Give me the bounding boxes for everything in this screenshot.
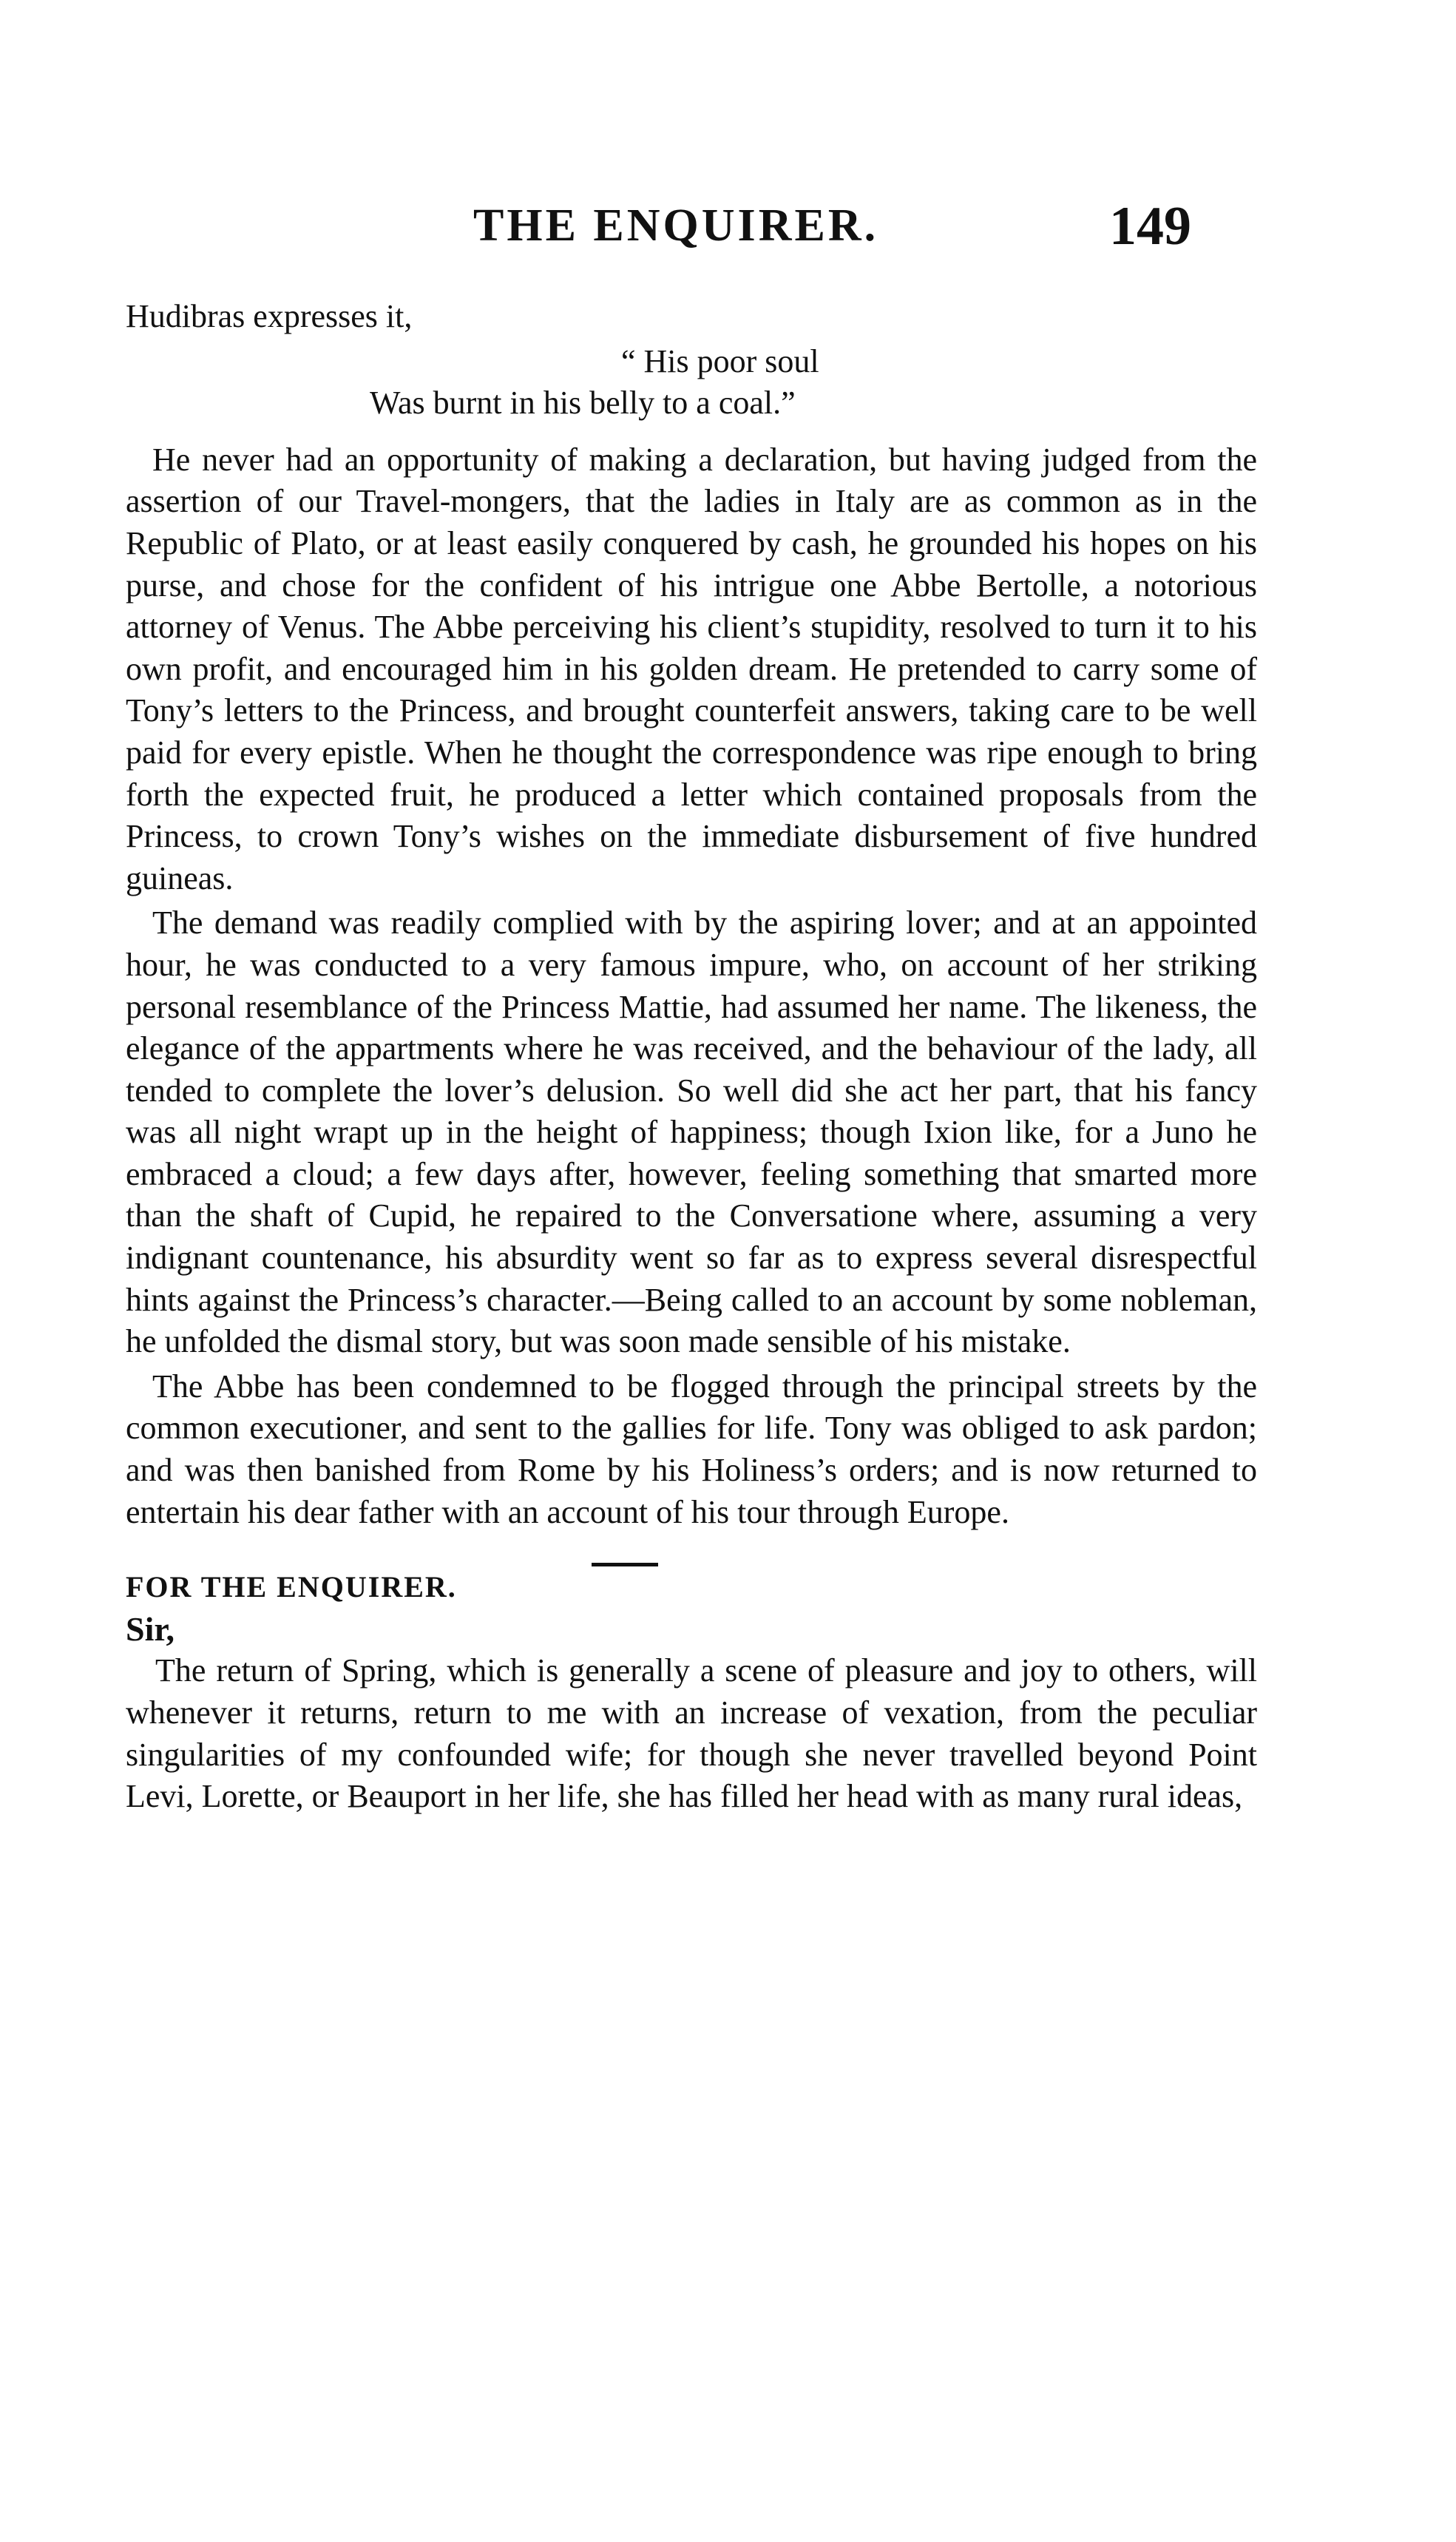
letter-body-paragraph: The return of Spring, which is generally a scene of pleasure and joy to others, will whenever it returns, return to me with an increase of vexation, from the peculiar singularities of my confounded wife; for though she never travelled beyond Point Levi, Lorette, or Beauport in her life, she has filled her head with as many rural ideas, bbox=[126, 1652, 1257, 1815]
text-block bbox=[126, 296, 1257, 1818]
verse-line-1: “ His poor soul bbox=[621, 342, 819, 379]
intro-line: Hudibras expresses it, bbox=[126, 298, 413, 334]
letter-salutation: Sir, bbox=[126, 1609, 175, 1648]
page-number: 149 bbox=[1109, 196, 1191, 257]
paragraph-demand: The demand was readily complied with by the aspiring lover; and at an appointed hour, he was conducted to a very famous impure, who, on account of her striking personal resemblance of the Princess Mattie, had assumed her name. The likeness, the elegance of the appartments where he was received, and the behaviour of the lady, all tended to complete the lover’s delusion. So well did she act her part, that his fancy was all night wrapt up in the height of happiness; though Ixion like, for a Juno he embraced a cloud; a few days after, however, feeling something that smarted more than the shaft of Cupid, he repaired to the Conversatione where, assuming a very indignant countenance, his absurdity went so far as to express several disrespectful hints against the Princess’s character.—Being called to an account by some nobleman, he unfolded the dismal story, but was soon made sensible of his mistake. bbox=[126, 905, 1257, 1360]
section-heading: FOR THE ENQUIRER. bbox=[126, 1570, 457, 1604]
paragraph-abbe-punished: The Abbe has been condemned to be flogged through the principal streets by the common executioner, and sent to the gallies for life. Tony was obliged to ask pardon; and was then banished from Rome by his Holiness’s orders; and is now returned to entertain his dear father with an account of his tour through Europe. bbox=[126, 1368, 1257, 1530]
running-title: THE ENQUIRER. bbox=[473, 200, 879, 251]
paragraph-declaration: He never had an opportunity of making a declaration, but having judged from the assertion of our Travel-mongers, that the ladies in Italy are as common as in the Republic of Plato, or at least easily conquered by cash, he grounded his hopes on his purse, and chose for the confident of his intrigue one Abbe Bertolle, a notorious attorney of Venus. The Abbe perceiving his client’s stupidity, resolved to turn it to his own profit, and encouraged him in his golden dream. He pretended to carry some of Tony’s letters to the Princess, and brought counterfeit answers, taking care to be well paid for every epistle. When he thought the correspondence was ripe enough to bring forth the expected fruit, he produced a letter which contained proposals from the Princess, to crown Tony’s wishes on the immediate disbursement of five hundred guineas. bbox=[126, 441, 1257, 896]
verse-line-2: Was burnt in his belly to a coal.” bbox=[370, 385, 796, 422]
running-head bbox=[0, 196, 1456, 266]
verse-quotation bbox=[126, 341, 1257, 425]
